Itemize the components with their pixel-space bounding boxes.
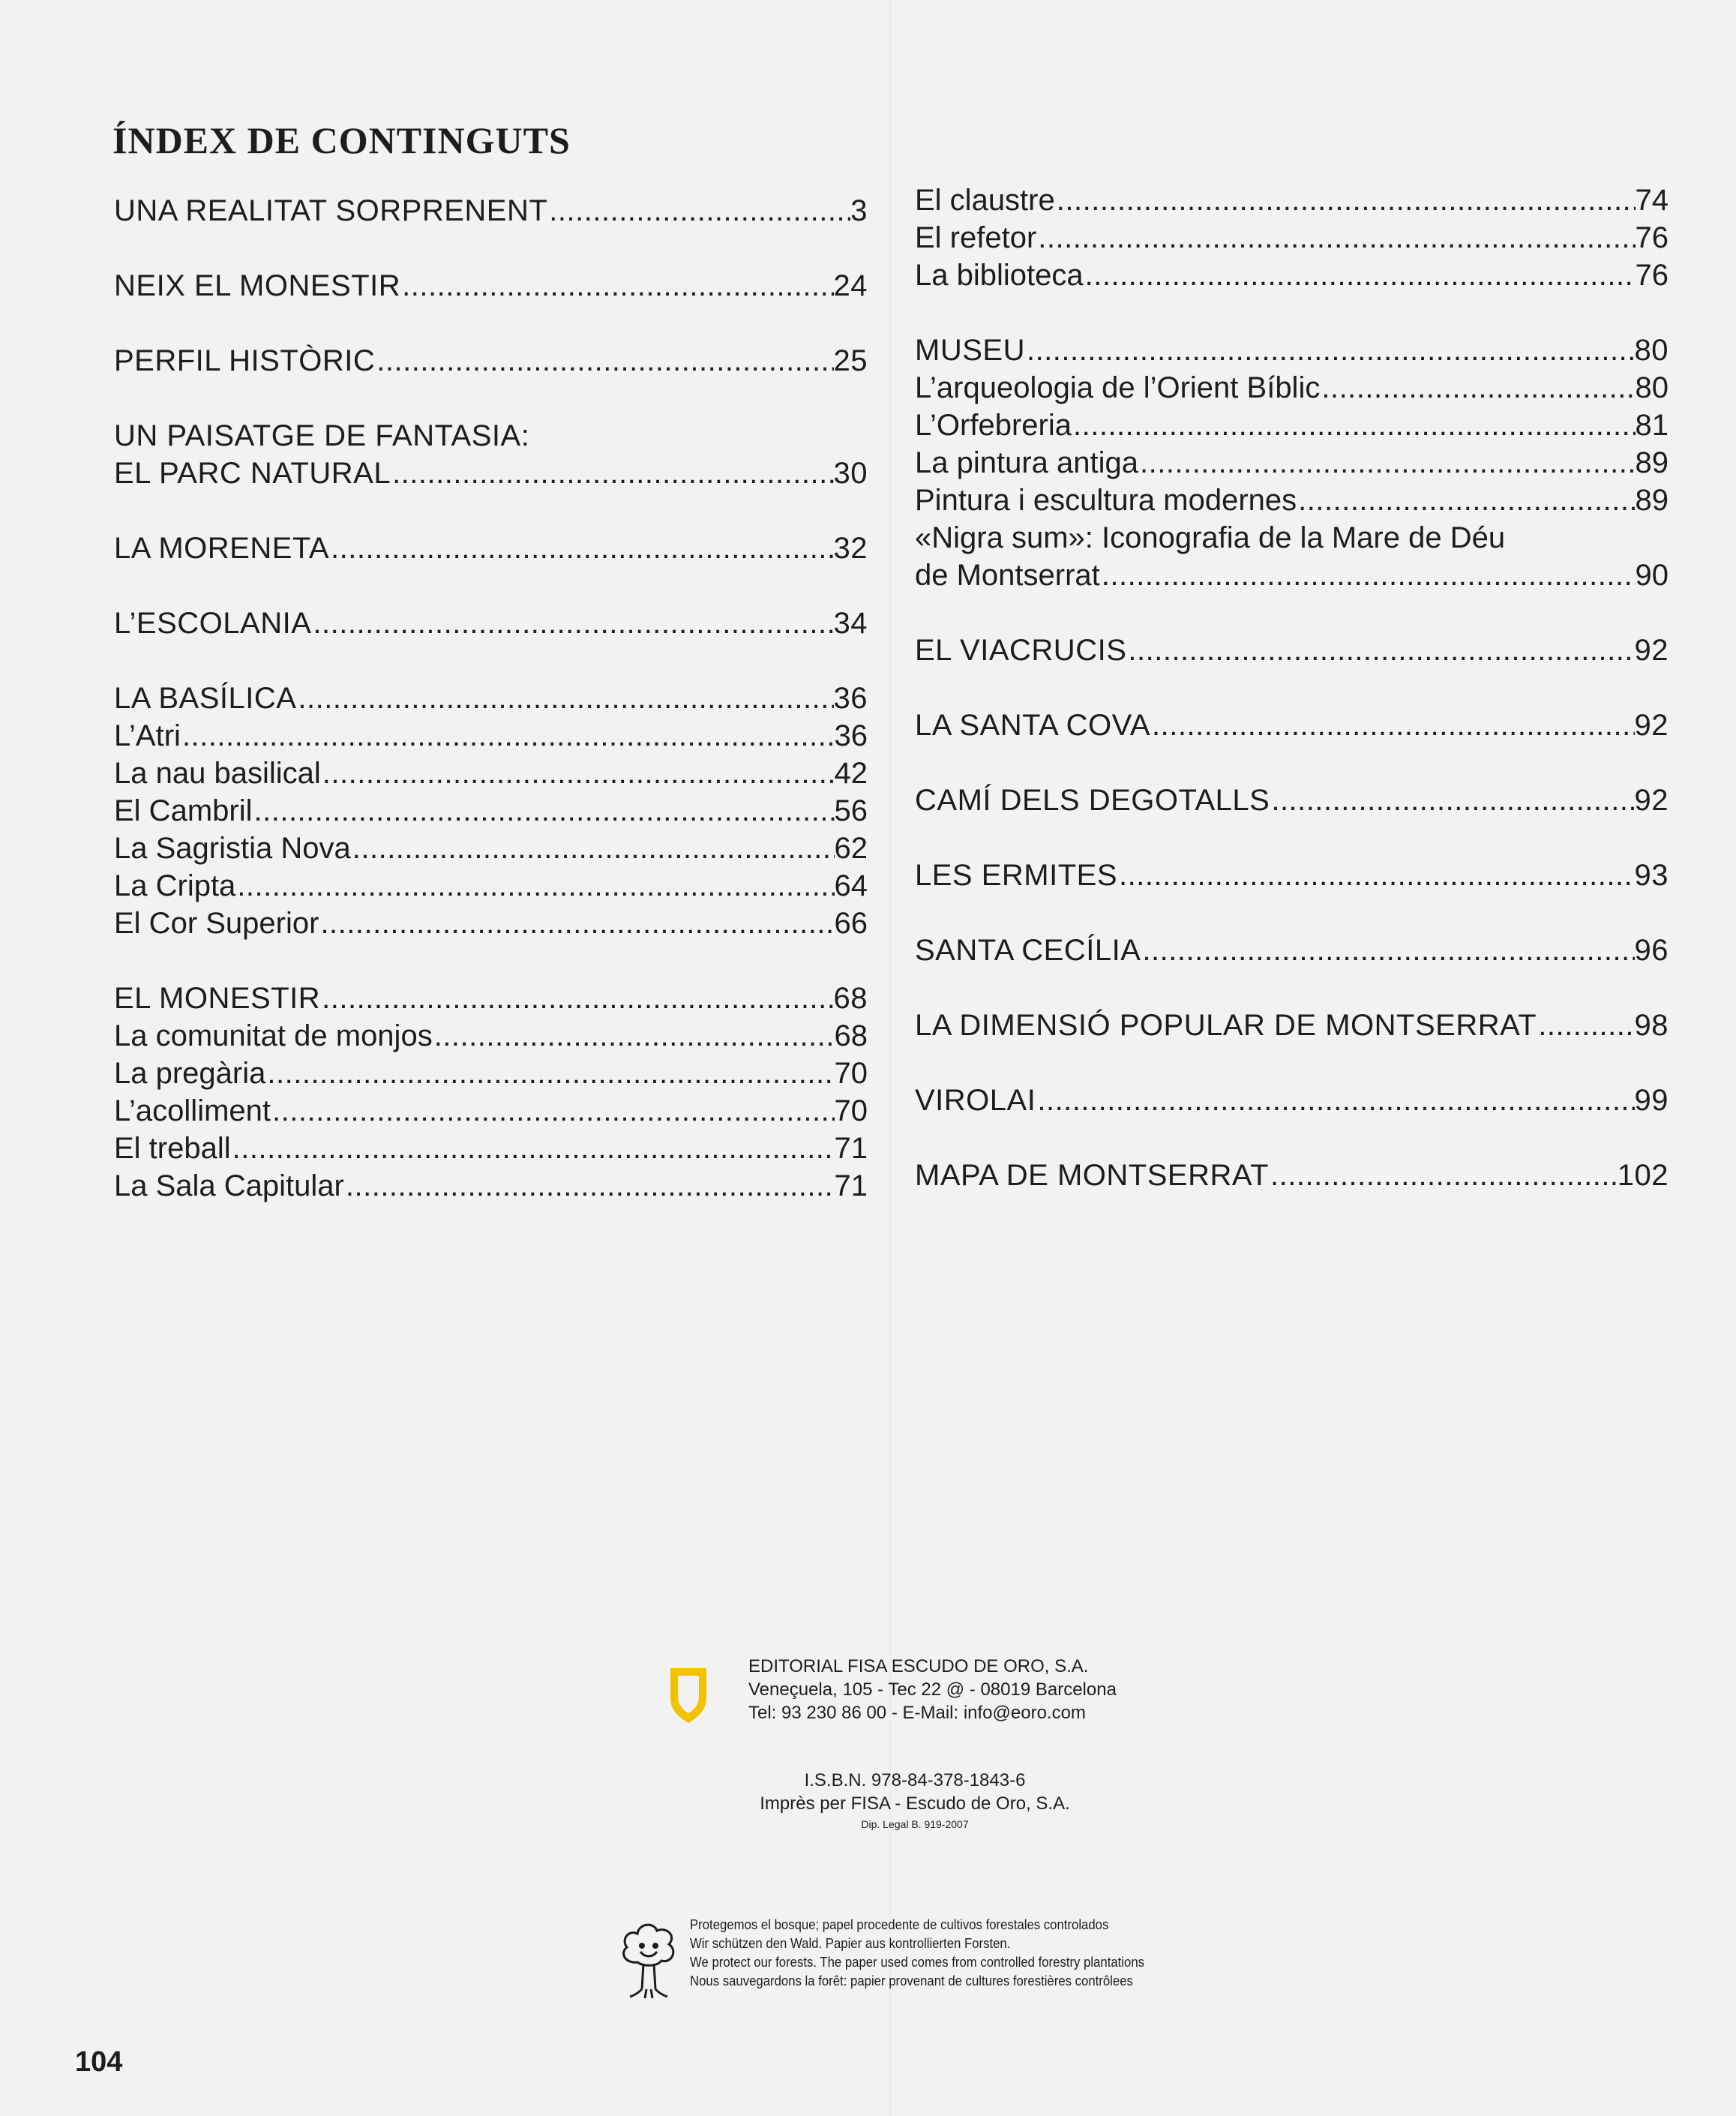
toc-entry-page: 62 bbox=[834, 832, 868, 865]
toc-entry-page: 80 bbox=[1635, 371, 1669, 404]
toc-entry-title: NEIX EL MONESTIR bbox=[114, 269, 401, 302]
publisher-address: Veneçuela, 105 - Tec 22 @ - 08019 Barcelona bbox=[748, 1679, 1117, 1700]
dot-leader bbox=[231, 1130, 835, 1167]
toc-entry-page: 56 bbox=[834, 794, 868, 827]
toc-entry-page: 89 bbox=[1635, 446, 1669, 479]
toc-entry-title: LES ERMITES bbox=[915, 859, 1118, 892]
toc-entry bbox=[915, 219, 1669, 257]
toc-entry bbox=[114, 605, 868, 642]
toc-entry bbox=[114, 1055, 868, 1092]
dot-leader bbox=[1269, 1157, 1618, 1194]
toc-entry-title: La comunitat de monjos bbox=[114, 1019, 433, 1052]
toc-entry-title: SANTA CECÍLIA bbox=[915, 934, 1141, 967]
tree-eye-left bbox=[640, 1944, 644, 1948]
toc-entry bbox=[915, 444, 1669, 482]
toc-entry-page: 74 bbox=[1635, 184, 1669, 217]
toc-entry-page: 36 bbox=[833, 682, 868, 715]
dot-leader bbox=[235, 867, 834, 905]
toc-entry-page: 70 bbox=[834, 1057, 868, 1090]
toc-entry-title: MUSEU bbox=[915, 334, 1025, 367]
toc-entry-title: La biblioteca bbox=[915, 259, 1084, 292]
dot-leader bbox=[375, 342, 833, 380]
toc-entry-page: 68 bbox=[834, 1019, 868, 1052]
dot-leader bbox=[400, 267, 833, 305]
toc-entry-title: El treball bbox=[114, 1132, 231, 1165]
toc-entry-page: 76 bbox=[1635, 221, 1669, 254]
toc-entry-title: MAPA DE MONTSERRAT bbox=[915, 1159, 1270, 1192]
dot-leader bbox=[319, 905, 834, 942]
shield-logo-shape bbox=[670, 1668, 706, 1723]
eco-notice-text bbox=[690, 1916, 1192, 1991]
toc-entry-page: 81 bbox=[1635, 409, 1669, 442]
toc-entry bbox=[915, 369, 1669, 407]
toc-entry-title: L’ESCOLANIA bbox=[114, 607, 312, 640]
toc-entry bbox=[114, 1167, 868, 1205]
toc-entry-title: La Sagristia Nova bbox=[114, 832, 351, 865]
toc-entry-title: El claustre bbox=[915, 184, 1055, 217]
dot-leader bbox=[1055, 182, 1636, 219]
eco-line-de: Wir schützen den Wald. Papier aus kontrollierten Forsten. bbox=[690, 1936, 1011, 1951]
dot-leader bbox=[391, 455, 833, 492]
toc-entry-title: LA SANTA COVA bbox=[915, 709, 1151, 742]
toc-entry-title: L’acolliment bbox=[114, 1094, 271, 1127]
dot-leader bbox=[265, 1055, 834, 1092]
tree-trunk bbox=[630, 1964, 667, 1998]
toc-entry bbox=[114, 1130, 868, 1167]
toc-entry bbox=[915, 1082, 1669, 1119]
dot-leader bbox=[1036, 1082, 1634, 1119]
dot-leader bbox=[1150, 707, 1634, 744]
toc-entry-page: 70 bbox=[834, 1094, 868, 1127]
toc-entry-title: La nau basilical bbox=[114, 757, 321, 790]
toc-entry bbox=[915, 707, 1669, 744]
page-number: 104 bbox=[75, 2046, 123, 2078]
toc-entry bbox=[114, 1092, 868, 1130]
toc-entry-page: 92 bbox=[1634, 634, 1669, 667]
dot-leader bbox=[181, 717, 835, 755]
toc-entry-title: LA MORENETA bbox=[114, 532, 330, 565]
legal-deposit-line: Dip. Legal B. 919-2007 bbox=[861, 1818, 969, 1830]
toc-entry-page: 98 bbox=[1634, 1009, 1669, 1042]
toc-entry-title: L’Atri bbox=[114, 719, 181, 752]
toc-entry-page: 25 bbox=[833, 344, 868, 377]
dot-leader bbox=[351, 830, 835, 867]
dot-leader bbox=[321, 755, 835, 792]
imprint-block bbox=[675, 1769, 1155, 1833]
toc-column-left bbox=[114, 192, 868, 1205]
dot-leader bbox=[320, 980, 833, 1017]
toc-entry-title: L’arqueologia de l’Orient Bíblic bbox=[915, 371, 1321, 404]
toc-entry bbox=[114, 755, 868, 792]
dot-leader bbox=[433, 1017, 835, 1055]
toc-entry-page: 80 bbox=[1634, 334, 1669, 367]
dot-leader bbox=[1036, 219, 1635, 257]
toc-entry bbox=[915, 857, 1669, 894]
toc-entry-page: 92 bbox=[1634, 784, 1669, 817]
dot-leader bbox=[252, 792, 834, 830]
dot-leader bbox=[1141, 932, 1634, 969]
toc-entry-page: 93 bbox=[1634, 859, 1669, 892]
toc-entry bbox=[915, 332, 1669, 369]
toc-entry bbox=[915, 932, 1669, 969]
toc-entry-title: EL MONESTIR bbox=[114, 982, 321, 1015]
toc-entry-title: La pintura antiga bbox=[915, 446, 1139, 479]
dot-leader bbox=[1072, 407, 1636, 444]
toc-entry bbox=[114, 455, 868, 492]
tree-smile bbox=[640, 1952, 657, 1956]
toc-entry-title: CAMÍ DELS DEGOTALLS bbox=[915, 784, 1270, 817]
dot-leader bbox=[1126, 632, 1634, 669]
publisher-text bbox=[748, 1655, 1198, 1724]
toc-entry bbox=[114, 1017, 868, 1055]
toc-column-right bbox=[915, 182, 1669, 1194]
toc-entry-page: 34 bbox=[833, 607, 868, 640]
toc-entry-title: LA BASÍLICA bbox=[114, 682, 297, 715]
toc-entry-page: 102 bbox=[1617, 1159, 1669, 1192]
toc-entry-page: 99 bbox=[1634, 1084, 1669, 1117]
toc-entry-page: 76 bbox=[1635, 259, 1669, 292]
toc-entry-title: El Cambril bbox=[114, 794, 253, 827]
dot-leader bbox=[1320, 369, 1635, 407]
publisher-name: EDITORIAL FISA ESCUDO DE ORO, S.A. bbox=[748, 1656, 1089, 1676]
toc-entry bbox=[114, 867, 868, 905]
toc-entry-page: 64 bbox=[834, 869, 868, 902]
dot-leader bbox=[311, 605, 833, 642]
toc-entry-page: 71 bbox=[834, 1169, 868, 1202]
toc-entry bbox=[915, 407, 1669, 444]
toc-entry-line1: «Nigra sum»: Iconografia de la Mare de Déu bbox=[915, 521, 1506, 554]
toc-entry bbox=[114, 905, 868, 942]
publisher-contact: Tel: 93 230 86 00 - E-Mail: info@eoro.com bbox=[748, 1703, 1086, 1723]
toc-entry-page: 90 bbox=[1635, 559, 1669, 592]
page-title: ÍNDEX DE CONTINGUTS bbox=[112, 119, 571, 161]
eco-line-es: Protegemos el bosque; papel procedente de cultivos forestales controlados bbox=[690, 1917, 1109, 1932]
toc-entry-page: 66 bbox=[834, 907, 868, 940]
toc-entry bbox=[915, 1007, 1669, 1044]
toc-entry-page: 30 bbox=[833, 457, 868, 490]
toc-entry bbox=[114, 342, 868, 380]
toc-entry bbox=[915, 182, 1669, 219]
dot-leader bbox=[296, 680, 833, 717]
toc-entry-title: EL VIACRUCIS bbox=[915, 634, 1127, 667]
toc-entry bbox=[114, 267, 868, 305]
toc-entry-title: Pintura i escultura modernes bbox=[915, 484, 1297, 517]
toc-entry-title: El refetor bbox=[915, 221, 1037, 254]
dot-leader bbox=[1297, 482, 1635, 519]
toc-entry-page: 96 bbox=[1634, 934, 1669, 967]
eco-line-en: We protect our forests. The paper used comes from controlled forestry plantations bbox=[690, 1955, 1145, 1970]
dot-leader bbox=[344, 1167, 835, 1205]
toc-entry bbox=[114, 192, 868, 230]
toc-entry bbox=[915, 557, 1669, 594]
dot-leader bbox=[1025, 332, 1635, 369]
dot-leader bbox=[1117, 857, 1634, 894]
toc-entry-title: La pregària bbox=[114, 1057, 266, 1090]
toc-entry-page: 3 bbox=[850, 194, 868, 227]
toc-entry bbox=[915, 482, 1669, 519]
toc-entry-title: EL PARC NATURAL bbox=[114, 457, 391, 490]
dot-leader bbox=[547, 192, 850, 230]
tree-icon bbox=[615, 1917, 682, 2001]
toc-entry bbox=[114, 680, 868, 717]
toc-entry-page: 36 bbox=[834, 719, 868, 752]
dot-leader bbox=[1084, 257, 1636, 294]
toc-entry-page: 89 bbox=[1635, 484, 1669, 517]
dot-leader bbox=[329, 530, 833, 567]
toc-entry-page: 42 bbox=[834, 757, 868, 790]
toc-entry bbox=[114, 980, 868, 1017]
toc-entry-page: 24 bbox=[833, 269, 868, 302]
dot-leader bbox=[1270, 782, 1634, 819]
toc-entry bbox=[915, 1157, 1669, 1194]
toc-entry-title: L’Orfebreria bbox=[915, 409, 1072, 442]
dot-leader bbox=[1138, 444, 1635, 482]
toc-entry-title: VIROLAI bbox=[915, 1084, 1036, 1117]
toc-entry bbox=[915, 257, 1669, 294]
tree-eye-right bbox=[654, 1944, 658, 1948]
shield-logo-icon bbox=[667, 1665, 709, 1725]
toc-entry bbox=[114, 830, 868, 867]
toc-entry-title: LA DIMENSIÓ POPULAR DE MONTSERRAT bbox=[915, 1009, 1537, 1042]
toc-entry bbox=[114, 792, 868, 830]
toc-entry bbox=[114, 717, 868, 755]
tree-crown bbox=[624, 1925, 673, 1965]
toc-entry-title: PERFIL HISTÒRIC bbox=[114, 344, 376, 377]
toc-entry-page: 71 bbox=[834, 1132, 868, 1165]
eco-line-fr: Nous sauvegardons la forêt: papier provenant de cultures forestières contrôlees bbox=[690, 1973, 1133, 1988]
toc-entry bbox=[915, 632, 1669, 669]
isbn-line: I.S.B.N. 978-84-378-1843-6 bbox=[804, 1770, 1026, 1790]
dot-leader bbox=[1100, 557, 1636, 594]
toc-entry bbox=[915, 782, 1669, 819]
toc-entry-page: 92 bbox=[1634, 709, 1669, 742]
printed-by-line: Imprès per FISA - Escudo de Oro, S.A. bbox=[760, 1793, 1070, 1814]
toc-entry-line1: UN PAISATGE DE FANTASIA: bbox=[114, 419, 530, 452]
dot-leader bbox=[271, 1092, 834, 1130]
toc-entry-title: El Cor Superior bbox=[114, 907, 319, 940]
toc-entry-title: UNA REALITAT SORPRENENT bbox=[114, 194, 548, 227]
toc-entry-title: La Cripta bbox=[114, 869, 236, 902]
toc-entry-title: de Montserrat bbox=[915, 559, 1100, 592]
toc-entry-page: 68 bbox=[833, 982, 868, 1015]
toc-entry-page: 32 bbox=[833, 532, 868, 565]
toc-entry-title: La Sala Capitular bbox=[114, 1169, 344, 1202]
dot-leader bbox=[1537, 1007, 1634, 1044]
toc-entry bbox=[114, 530, 868, 567]
